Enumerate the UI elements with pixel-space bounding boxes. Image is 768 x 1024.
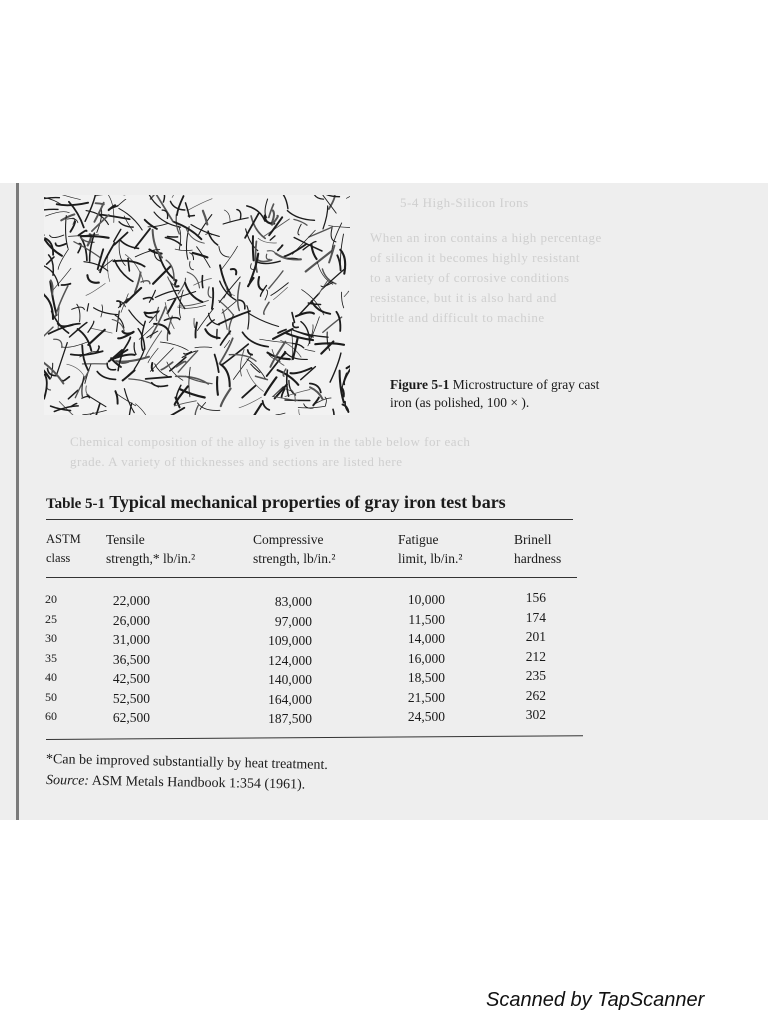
- graphite-flake: [107, 363, 115, 370]
- bleed-through-text: When an iron contains a high percentage: [370, 230, 602, 245]
- graphite-flake: [325, 397, 326, 406]
- source-text: ASM Metals Handbook 1:354 (1961).: [91, 773, 306, 793]
- figure-caption-line1: Microstructure of gray cast: [452, 377, 600, 392]
- table-cell: 14,000: [407, 631, 445, 646]
- graphite-flake: [44, 295, 53, 319]
- graphite-flake: [247, 306, 249, 329]
- column-compressive: [256, 592, 312, 729]
- table-cell: 35: [45, 650, 57, 665]
- graphite-flake: [231, 269, 236, 274]
- graphite-flake: [170, 201, 185, 210]
- graphite-flake: [164, 318, 179, 321]
- graphite-flake: [237, 210, 241, 219]
- scanner-watermark: Scanned by TapScanner: [486, 989, 705, 1011]
- table-cell: 42,500: [112, 671, 150, 686]
- graphite-flake: [276, 413, 285, 415]
- graphite-flake: [135, 404, 149, 415]
- column-brinell: [516, 588, 546, 725]
- graphite-flake: [161, 362, 172, 370]
- graphite-flake: [165, 238, 181, 246]
- graphite-flake: [269, 271, 283, 289]
- graphite-flake: [50, 235, 64, 237]
- header-tensile-line2: strength,* lb/in.²: [106, 551, 196, 566]
- graphite-flake: [222, 246, 238, 269]
- table-cell: 18,500: [407, 670, 445, 685]
- graphite-flake: [221, 364, 230, 386]
- header-compressive: [253, 530, 335, 568]
- graphite-flake: [267, 251, 275, 254]
- graphite-flake: [306, 251, 332, 271]
- table-cell: 30: [45, 631, 57, 645]
- graphite-flake: [94, 308, 118, 315]
- graphite-flake: [217, 377, 218, 395]
- graphite-flake: [62, 377, 69, 381]
- table-cell: 31,000: [112, 632, 150, 647]
- graphite-flake: [168, 299, 176, 313]
- graphite-flake: [331, 228, 336, 242]
- graphite-flake: [340, 234, 343, 264]
- graphite-flake: [86, 283, 105, 295]
- table-cell: 174: [525, 609, 546, 625]
- graphite-flake: [287, 370, 289, 396]
- table-header-rule: [46, 577, 577, 578]
- graphite-flake: [120, 337, 130, 355]
- bleed-through-text: 5-4 High-Silicon Irons: [400, 195, 529, 210]
- graphite-flake: [55, 286, 68, 317]
- graphite-flake: [54, 339, 62, 347]
- graphite-flake: [221, 331, 231, 345]
- table-cell: 22,000: [112, 593, 150, 608]
- graphite-flake: [158, 408, 185, 415]
- table-cell: 262: [525, 687, 546, 703]
- table-cell: 40: [45, 670, 57, 684]
- graphite-flake: [88, 321, 94, 332]
- graphite-flake: [240, 349, 244, 376]
- graphite-flake: [279, 195, 288, 209]
- graphite-flake: [153, 267, 170, 284]
- graphite-flake: [186, 229, 204, 243]
- graphite-flake: [160, 342, 188, 351]
- graphite-flake: [56, 243, 66, 246]
- page-spine-shadow: [16, 183, 19, 820]
- column-fatigue: [398, 590, 445, 727]
- graphite-flake: [263, 401, 270, 410]
- graphite-flake: [87, 304, 88, 311]
- table-cell: 156: [525, 590, 546, 605]
- graphite-flake: [152, 363, 153, 371]
- header-astm-line2: class: [46, 551, 71, 565]
- graphite-flake: [319, 279, 329, 294]
- figure-caption: [390, 376, 680, 412]
- graphite-flake: [296, 312, 314, 316]
- graphite-flake: [310, 387, 323, 399]
- graphite-flake: [208, 287, 211, 298]
- graphite-flake: [313, 195, 324, 199]
- graphite-flake: [289, 381, 296, 395]
- graphite-flake: [179, 226, 181, 250]
- graphite-flake: [162, 210, 167, 218]
- header-tensile: [106, 530, 195, 568]
- table-cell: 50: [45, 689, 57, 704]
- graphite-flake: [88, 330, 105, 345]
- graphite-flake: [162, 195, 164, 202]
- graphite-flake: [70, 221, 75, 232]
- graphite-flake: [177, 196, 184, 215]
- graphite-flake: [107, 257, 109, 282]
- graphite-flake: [146, 377, 171, 379]
- graphite-flake: [92, 215, 109, 231]
- graphite-flake: [82, 396, 90, 398]
- graphite-flake: [167, 237, 177, 238]
- header-astm-line1: ASTM: [46, 532, 81, 546]
- graphite-flake: [322, 195, 339, 197]
- graphite-flake: [239, 397, 262, 408]
- table-cell: 24,500: [407, 709, 445, 724]
- graphite-flake: [224, 210, 230, 222]
- graphite-flake: [298, 224, 301, 235]
- graphite-flake: [331, 409, 334, 415]
- graphite-flake: [145, 311, 158, 313]
- graphite-flake: [141, 281, 150, 284]
- header-brinell-line1: Brinell: [514, 532, 552, 547]
- graphite-flake: [293, 323, 298, 328]
- header-compressive-line1: Compressive: [253, 532, 324, 547]
- column-astm-class: [45, 590, 57, 727]
- graphite-flake: [299, 409, 307, 415]
- graphite-flake: [79, 231, 87, 236]
- graphite-flake: [156, 307, 158, 320]
- graphite-flake: [260, 339, 293, 343]
- graphite-flake: [62, 284, 71, 285]
- graphite-flake: [309, 227, 333, 237]
- graphite-flake: [238, 283, 240, 311]
- table-cell: 36,500: [112, 651, 150, 667]
- figure-caption-line2: iron (as polished, 100 × ).: [390, 395, 530, 410]
- graphite-flake: [152, 383, 168, 387]
- graphite-flake: [265, 290, 268, 300]
- graphite-flake: [52, 311, 69, 333]
- graphite-flake: [212, 288, 213, 309]
- graphite-flake: [203, 211, 207, 225]
- header-fatigue-line2: limit, lb/in.²: [398, 551, 463, 566]
- header-astm: [46, 530, 81, 568]
- graphite-flake: [94, 203, 103, 222]
- table-label: Table 5-1: [46, 496, 106, 512]
- table-cell: 25: [45, 611, 57, 626]
- source-label: Source:: [45, 773, 90, 789]
- graphite-flake: [266, 254, 270, 259]
- table-cell: 212: [525, 648, 546, 664]
- bleed-through-text: brittle and difficult to machine: [370, 310, 545, 325]
- table-title: [46, 492, 506, 513]
- graphite-flake: [219, 246, 229, 257]
- graphite-flake: [126, 288, 141, 303]
- table-cell: 16,000: [407, 650, 445, 666]
- bleed-through-text: resistance, but it is also hard and: [370, 290, 557, 305]
- graphite-flake: [121, 294, 128, 313]
- graphite-flake: [129, 379, 159, 387]
- graphite-flake: [248, 313, 278, 327]
- graphite-flake: [58, 249, 69, 270]
- graphite-flake: [195, 323, 196, 338]
- figure-label: Figure 5-1: [390, 377, 450, 392]
- table-cell: 26,000: [112, 612, 150, 628]
- graphite-flake: [184, 352, 192, 354]
- bleed-through-text: to a variety of corrosive conditions: [370, 270, 570, 285]
- header-compressive-line2: strength, lb/in.²: [253, 551, 336, 566]
- graphite-flake: [172, 195, 181, 198]
- column-tensile: [104, 591, 150, 728]
- table-cell: 201: [525, 629, 546, 644]
- table-cell: 52,500: [112, 690, 150, 706]
- graphite-flake: [248, 350, 252, 355]
- header-brinell-line2: hardness: [514, 551, 562, 566]
- graphite-flake: [195, 406, 198, 416]
- graphite-flake: [67, 219, 78, 223]
- graphite-flake: [83, 410, 107, 414]
- graphite-flake: [170, 357, 186, 371]
- graphite-flake: [292, 343, 303, 348]
- graphite-flake: [87, 275, 98, 283]
- graphite-flake: [242, 386, 255, 398]
- graphite-flake: [119, 222, 133, 227]
- graphite-flake: [195, 347, 212, 348]
- graphite-flake: [283, 369, 286, 376]
- graphite-flake: [44, 374, 47, 398]
- graphite-flake: [193, 253, 208, 258]
- table-cell: 62,500: [112, 710, 150, 725]
- header-brinell: [514, 530, 561, 568]
- graphite-flake: [258, 238, 277, 243]
- graphite-flake: [264, 302, 269, 314]
- graphite-flake: [147, 331, 158, 338]
- table-cell: 140,000: [268, 672, 312, 687]
- graphite-flake: [256, 376, 268, 379]
- graphite-flake: [344, 291, 349, 296]
- graphite-flake: [114, 233, 127, 245]
- table-cell: 10,000: [407, 592, 445, 607]
- graphite-flake: [287, 211, 314, 221]
- graphite-flake: [190, 262, 194, 270]
- graphite-flake: [292, 313, 295, 323]
- graphite-flake: [95, 195, 125, 196]
- graphite-flake: [270, 236, 275, 240]
- graphite-flake: [313, 398, 319, 406]
- table-cell: 109,000: [268, 633, 312, 648]
- graphite-flake: [82, 345, 88, 370]
- table-cell: 187,500: [268, 711, 312, 726]
- graphite-flake: [342, 292, 344, 308]
- graphite-flake: [223, 218, 248, 224]
- graphite-flake: [187, 272, 199, 288]
- graphite-flake: [243, 332, 269, 346]
- graphite-flake: [46, 212, 70, 216]
- graphite-flake: [312, 301, 331, 314]
- graphite-flake: [208, 231, 218, 245]
- graphite-flake: [285, 244, 306, 256]
- graphite-flake: [82, 376, 84, 396]
- graphite-flake: [87, 395, 106, 407]
- table-cell: 124,000: [268, 652, 312, 668]
- table-cell: 97,000: [274, 613, 312, 629]
- graphite-flake: [202, 276, 203, 288]
- graphite-flake: [175, 249, 192, 250]
- graphite-flake: [221, 389, 231, 407]
- microstructure-image: [44, 195, 350, 415]
- graphite-flake: [85, 195, 96, 221]
- graphite-flake: [149, 290, 155, 302]
- table-top-rule: [46, 519, 573, 520]
- table-title-text: Typical mechanical properties of gray iron test bars: [109, 492, 506, 512]
- graphite-flake: [78, 329, 92, 351]
- graphite-flake: [117, 301, 121, 306]
- graphite-flake: [278, 245, 283, 250]
- graphite-flake: [187, 199, 212, 211]
- table-cell: 20: [45, 592, 57, 606]
- graphite-flake: [81, 236, 109, 238]
- table-cell: 83,000: [274, 594, 312, 609]
- graphite-flake: [124, 389, 134, 413]
- graphite-flake: [246, 404, 262, 415]
- bleed-through-text: of silicon it becomes highly resistant: [370, 250, 580, 265]
- graphite-flake: [129, 310, 144, 326]
- graphite-flake: [72, 307, 85, 310]
- table-cell: 11,500: [408, 611, 445, 627]
- graphite-flake: [347, 362, 350, 368]
- table-cell: 235: [525, 668, 546, 683]
- header-fatigue: [398, 530, 462, 568]
- graphite-flake: [97, 372, 115, 380]
- table-cell: 164,000: [268, 691, 312, 707]
- graphite-flake: [179, 300, 209, 306]
- graphite-flake: [258, 277, 263, 290]
- header-fatigue-line1: Fatigue: [398, 532, 439, 547]
- graphite-flake: [346, 195, 350, 198]
- graphite-flake: [294, 219, 307, 225]
- graphite-flake: [148, 348, 158, 363]
- table-cell: 60: [45, 709, 57, 723]
- graphite-flake: [305, 349, 315, 351]
- table-cell: 21,500: [407, 689, 445, 705]
- graphite-flake: [57, 195, 81, 200]
- footnote: *Can be improved substantially by heat treatment.: [45, 752, 328, 773]
- graphite-flake: [145, 220, 157, 229]
- graphite-flake: [86, 386, 89, 396]
- graphite-flake: [118, 199, 126, 206]
- graphite-flake: [135, 229, 150, 249]
- bleed-through-text: Chemical composition of the alloy is given in the table below for each: [70, 434, 471, 449]
- graphite-flake: [251, 216, 265, 238]
- graphite-flake: [219, 301, 234, 316]
- graphite-flake: [134, 343, 136, 355]
- graphite-flake: [298, 406, 325, 408]
- graphite-flake: [145, 331, 161, 358]
- graphite-flake: [215, 355, 219, 373]
- graphite-flake: [253, 236, 254, 260]
- bleed-through-text: grade. A variety of thicknesses and sections are listed here: [70, 454, 403, 469]
- graphite-flake: [61, 214, 74, 220]
- graphite-flake: [323, 206, 328, 229]
- header-tensile-line1: Tensile: [106, 532, 145, 547]
- graphite-flake: [44, 198, 59, 200]
- graphite-flake: [145, 314, 152, 318]
- graphite-flake: [223, 309, 228, 329]
- table-cell: 302: [525, 707, 546, 722]
